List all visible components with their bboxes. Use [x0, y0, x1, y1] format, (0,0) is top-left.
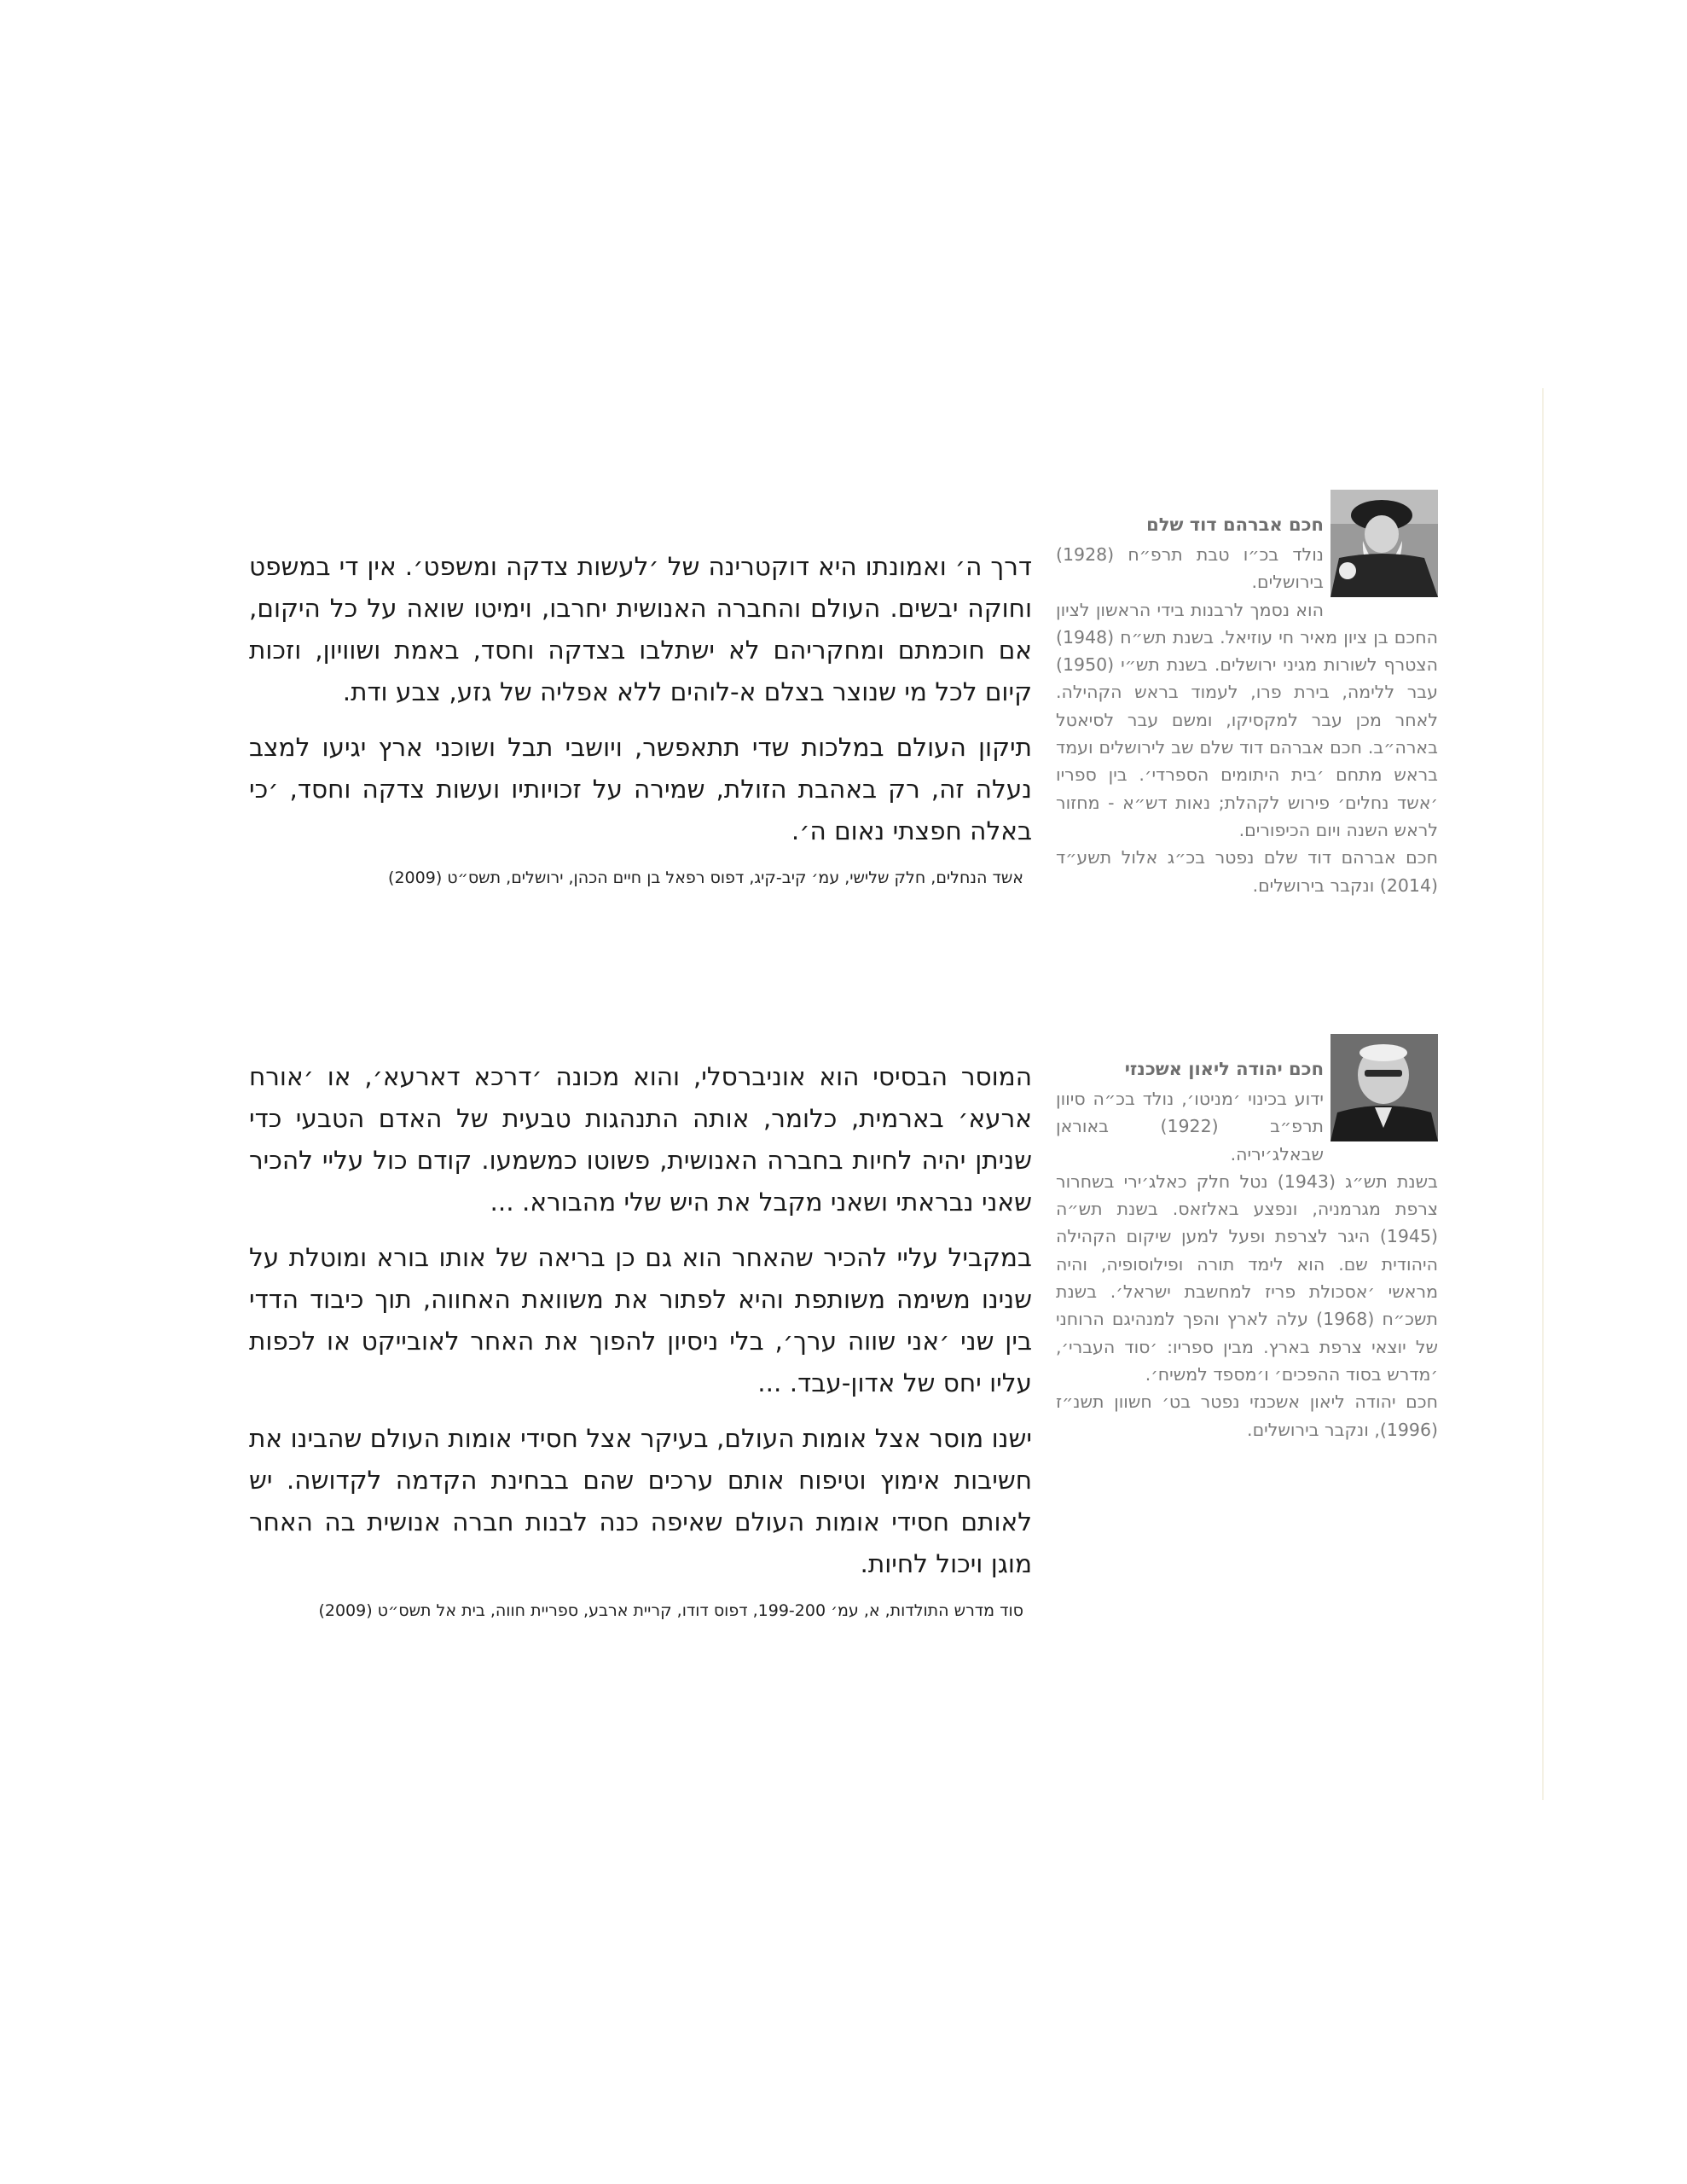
bio-name: חכם אברהם דוד שלם — [1146, 514, 1324, 535]
portrait-image — [1330, 490, 1438, 597]
bio-death: חכם אברהם דוד שלם נפטר בכ״ג אלול תשע״ד (2014) ונקבר בירושלים. — [1056, 847, 1438, 896]
bio-career: בשנת תש״ג (1943) נטל חלק כאלג׳ירי בשחרור צרפת מגרמניה, ונפצע באלזאס. בשנת תש״ה (1945) היגר לצרפת ופעל למען שיקום הקהילה היהודית שם. הוא לימד תורה ופילוסופיה, והיה מראשי ׳אסכולת פריז למחשבת ישראל׳. בשנת תשכ״ח (1968) עלה לארץ והפך למנהיגם הרוחני של יוצאי צרפת בארץ. מבין ספריו: ׳סוד העברי׳, ׳מדרש בסוד ההפכים׳ ו׳מספד למשיח׳. — [1056, 1170, 1439, 1385]
quote-paragraph: דרך ה׳ ואמונתו היא דוקטרינה של ׳לעשות צדקה ומשפט׳. אין די במשפט וחוקה יבשים. העולם והחברה האנושית יחרבו, וימיטו שואה על כל היקום, אם חוכמתם ומחקריהם לא ישתלבו בצדקה וחסד, באמת ושוויון, וזכות קיום לכל מי שנוצר בצלם א-לוהים ללא אפליה של גזע, צבע ודת. — [249, 552, 1032, 706]
bio-career: הוא נסמך לרבנות בידי הראשון לציון החכם בן ציון מאיר חי עוזיאל. בשנת תש״ח (1948) הצטרף לשורות מגיני ירושלים. בשנת תש״י (1950) עבר ללימה, בירת פרו, לעמוד בראש הקהילה. לאחר מכן עבר למקסיקו, ומשם עבר לסיאטל בארה״ב. חכם אברהם דוד שלם שב לירושלים ועמד בראש מתחם ׳בית היתומים הספרדי׳. בין ספריו ׳אשד נחלים׳ פירוש לקהלת; נאות דש״א - מחזור לראש השנה ויום הכיפורים. — [1056, 599, 1438, 840]
quote-paragraph: במקביל עליי להכיר שהאחר הוא גם כן בריאה של אותו בורא ומוטלת על שנינו משימה משותפת והיא לפתור את משוואת האחווה, תוך כיבוד הדדי בין שני ׳אני שווה ערך׳, בלי ניסיון להפוך את האחר לאובייקט או לכפות עליו יחס של אדון-עבד. ... — [249, 1243, 1032, 1397]
quote-paragraph: תיקון העולם במלכות שדי תתאפשר, ויושבי תבל ושוכני ארץ יגיעו למצב נעלה זה, רק באהבת הזולת, שמירה על זכויותיו ועשות צדקה וחסד, ׳כי באלה חפצתי נאום ה׳. — [249, 733, 1032, 845]
portrait-photo — [1330, 490, 1438, 597]
quote-block — [249, 1056, 1032, 1623]
portrait-image — [1330, 1034, 1438, 1141]
bio-name: חכם יהודה ליאון אשכנזי — [1124, 1059, 1324, 1079]
portrait-photo — [1330, 1034, 1438, 1141]
margin-rule — [1542, 388, 1544, 1800]
bio-death: חכם יהודה ליאון אשכנזי נפטר בט׳ חשוון תשנ״ז (1996), ונקבר בירושלים. — [1056, 1391, 1438, 1440]
bio-birth: נולד בכ״ו טבת תרפ״ח (1928) בירושלים. — [1056, 544, 1324, 593]
bio-birth: ידוע בכינוי ׳מניטו׳, נולד בכ״ה סיוון תרפ״ב (1922) באוראן שבאלג׳יריה. — [1056, 1089, 1324, 1165]
quote-block — [249, 546, 1032, 890]
source-citation: אשד הנחלים, חלק שלישי, עמ׳ קיב-קיג, דפוס רפאל בן חיים הכהן, ירושלים, תשס״ט (2009) — [388, 868, 1023, 887]
bio-sidebar — [1056, 512, 1438, 899]
quote-paragraph: ישנו מוסר אצל אומות העולם, בעיקר אצל חסידי אומות העולם שהבינו את חשיבות אימוץ וטיפוח אותם ערכים שהם בבחינת הקדמה לקדושה. יש לאותם חסידי אומות העולם שאיפה כנה לבנות חברה אנושית בה האחר מוגן ויכול לחיות. — [249, 1424, 1032, 1578]
bio-sidebar — [1056, 1056, 1438, 1443]
quote-paragraph: המוסר הבסיסי הוא אוניברסלי, והוא מכונה ׳דרכא דארעא׳, או ׳אורח ארעא׳ בארמית, כלומר, אותה התנהגות טבעית של האדם הטבעי כדי שניתן יהיה לחיות בחברה האנושית, פשוטו כמשמעו. קודם כול עליי להכיר שאני נבראתי ושאני מקבל את היש שלי מהבורא. ... — [249, 1062, 1032, 1217]
source-citation: סוד מדרש התולדות, א, עמ׳ 199-200, דפוס דודו, קריית ארבע, ספריית חווה, בית אל תשס״ט (2009) — [318, 1601, 1023, 1620]
